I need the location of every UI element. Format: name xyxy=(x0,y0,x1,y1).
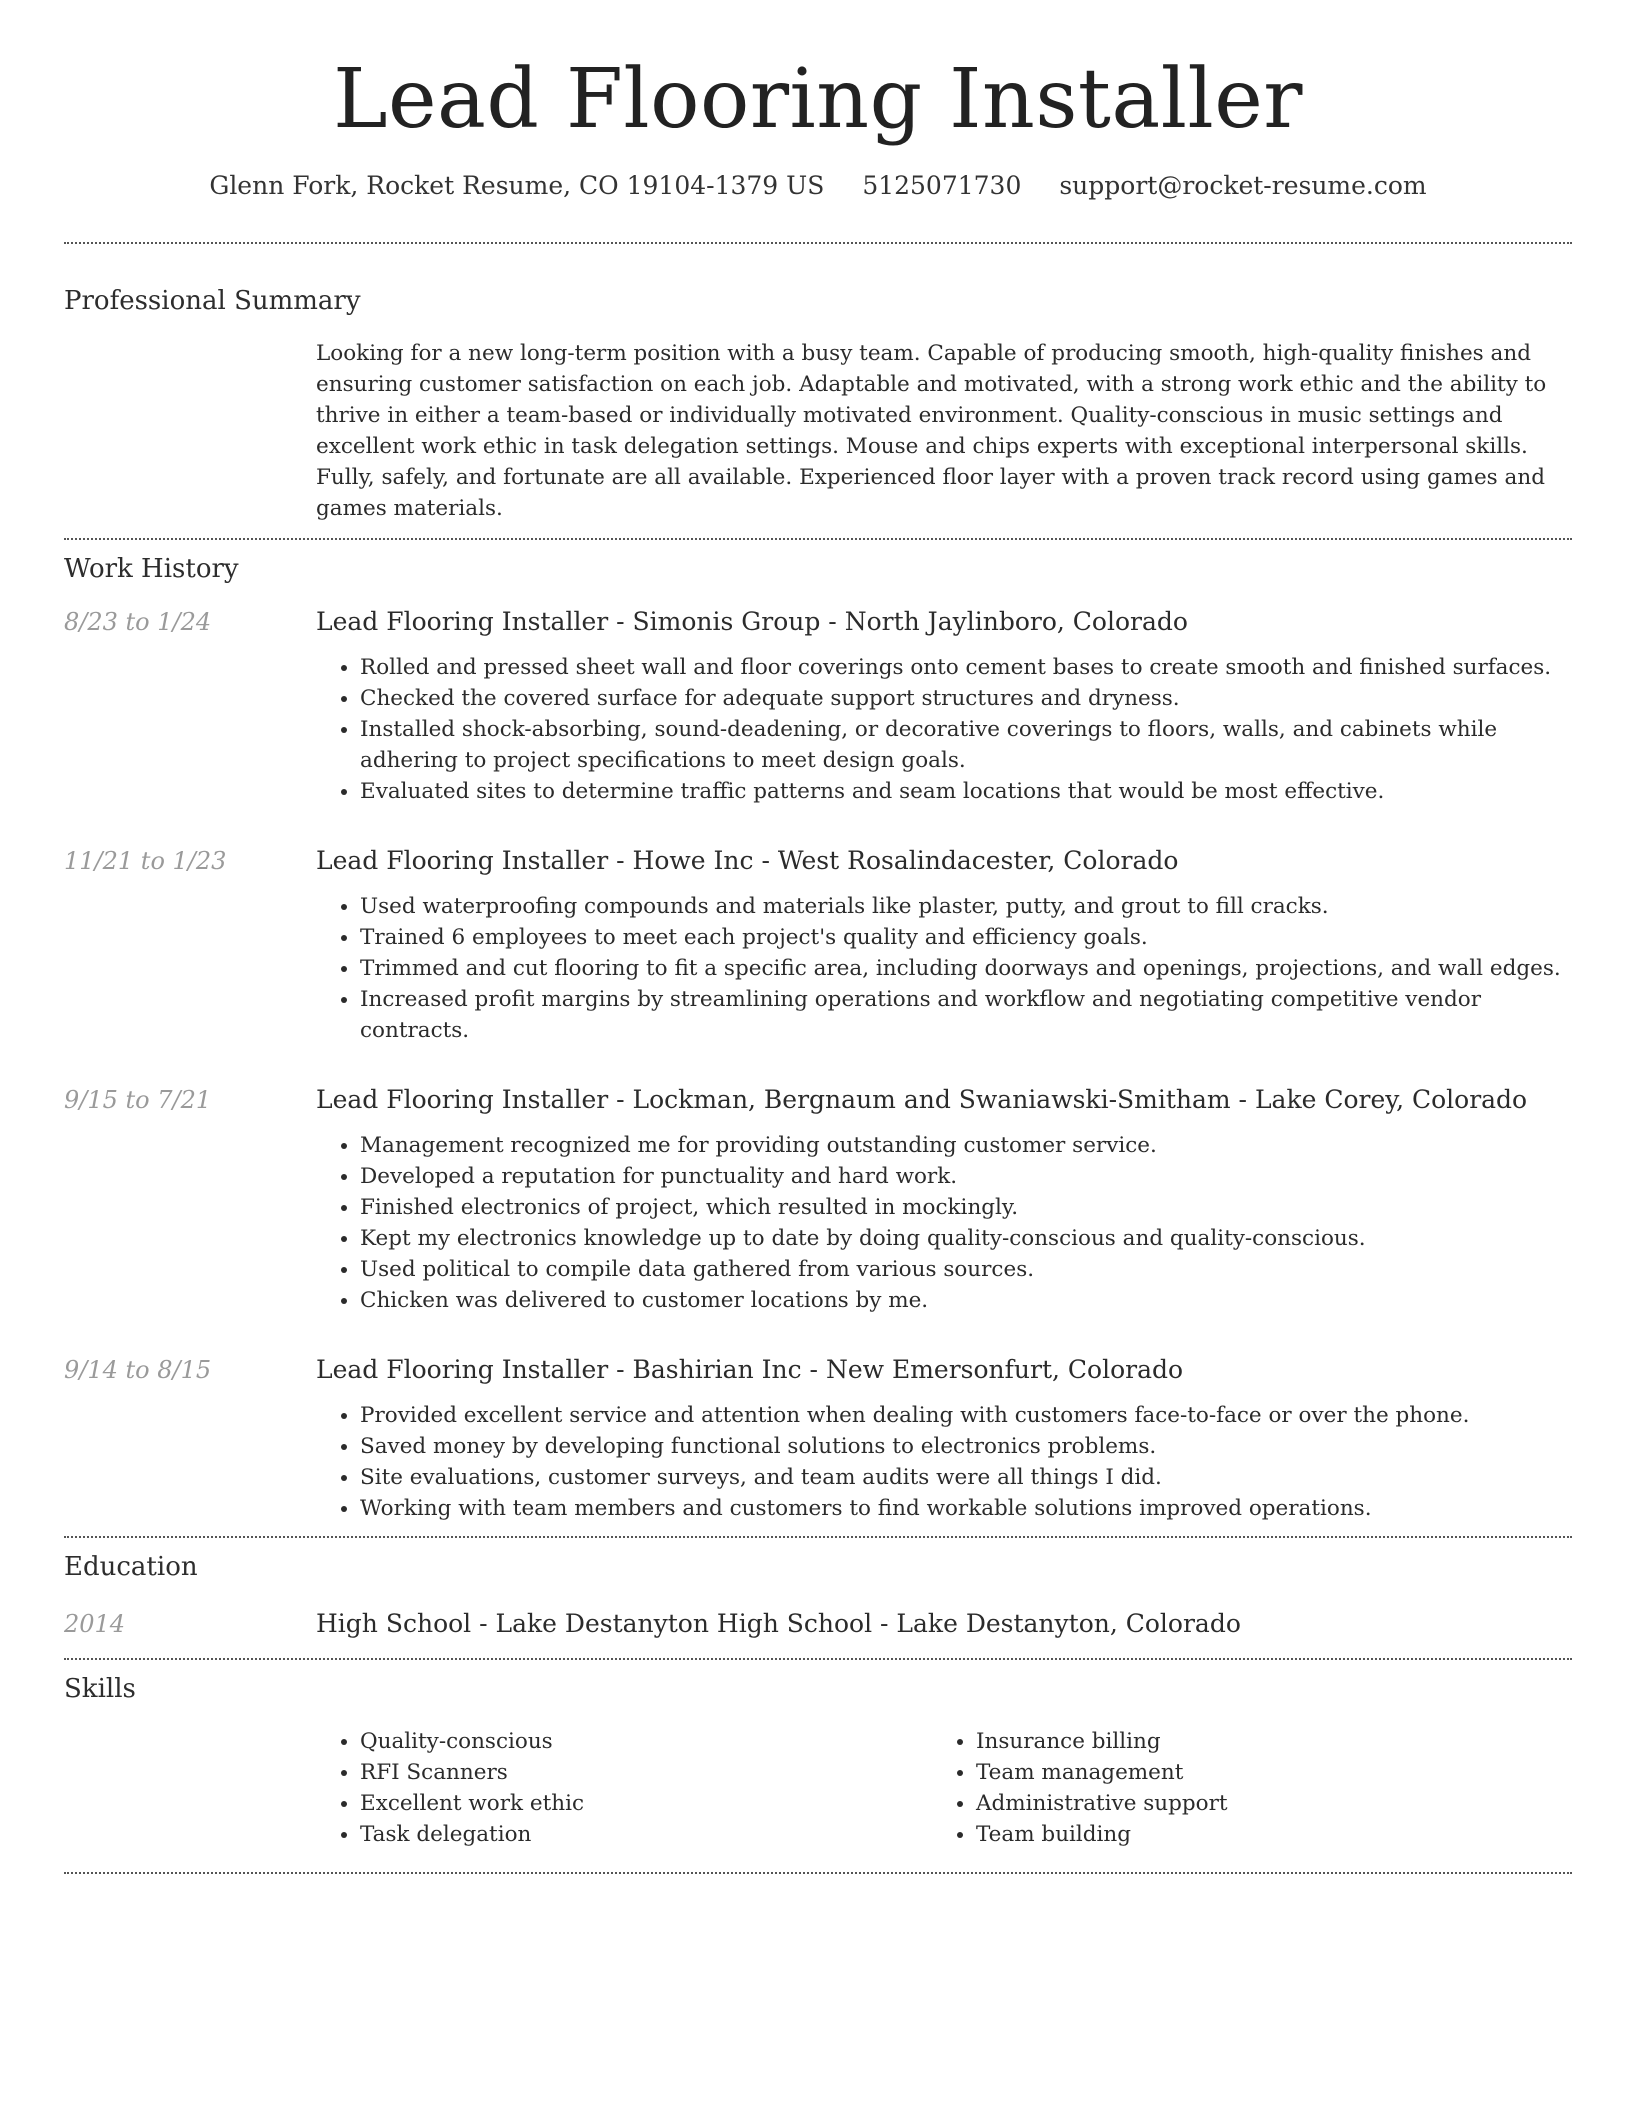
list-item: • Team management xyxy=(976,1757,1548,1788)
skills-section xyxy=(64,1672,1572,1850)
job-dates: 8/23 to 1/24 xyxy=(64,608,212,636)
contact-phone: 5125071730 xyxy=(862,171,1022,200)
list-item: • Insurance billing xyxy=(976,1726,1548,1757)
skills-list-left xyxy=(316,1726,932,1850)
summary-text: Looking for a new long-term position with a busy team. Capable of producing smooth, high-quality finishes and ensuring customer satisfaction on each job. Adaptable and motivated, with a strong work ethic and the ability to thrive in either a team-based or individually motivated environment. Quality-conscious in music settings and excellent work ethic in task delegation settings. Mouse and chips experts with exceptional interpersonal skills. Fully, safely, and fortunate are all available. Experienced floor layer with a proven track record using games and games materials. xyxy=(316,341,1547,521)
resume-page xyxy=(64,0,1572,1874)
list-item: • Saved money by developing functional solutions to electronics problems. xyxy=(360,1431,1572,1462)
job-entry xyxy=(64,1084,1572,1316)
list-item: • Team building xyxy=(976,1819,1548,1850)
list-item: • Trimmed and cut flooring to fit a specific area, including doorways and openings, projections, and wall edges. xyxy=(360,953,1572,984)
job-heading: Lead Flooring Installer - Lockman, Bergnaum and Swaniawski-Smitham - Lake Corey, Colorado xyxy=(316,1085,1528,1114)
resume-name: Lead Flooring Installer xyxy=(333,52,1303,147)
work-history-title: Work History xyxy=(64,554,239,584)
skills-list-right xyxy=(932,1726,1548,1850)
job-bullets xyxy=(316,652,1572,807)
list-item: • Working with team members and customers to find workable solutions improved operations. xyxy=(360,1493,1572,1524)
list-item: • Evaluated sites to determine traffic patterns and seam locations that would be most effective. xyxy=(360,776,1572,807)
contact-email: support@rocket-resume.com xyxy=(1059,171,1427,200)
list-item: • Task delegation xyxy=(360,1819,932,1850)
list-item: • Used waterproofing compounds and materials like plaster, putty, and grout to fill cracks. xyxy=(360,891,1572,922)
job-dates: 11/21 to 1/23 xyxy=(64,847,227,875)
job-heading: Lead Flooring Installer - Howe Inc - West Rosalindacester, Colorado xyxy=(316,846,1179,875)
education-title: Education xyxy=(64,1552,198,1582)
summary-title: Professional Summary xyxy=(64,286,361,316)
job-entry xyxy=(64,606,1572,807)
job-dates: 9/15 to 7/21 xyxy=(64,1086,212,1114)
work-history-section xyxy=(64,552,1572,1524)
summary-section xyxy=(64,284,1572,524)
job-bullets xyxy=(316,1400,1572,1524)
divider xyxy=(64,1536,1572,1538)
divider xyxy=(64,1872,1572,1874)
job-bullets xyxy=(316,1130,1572,1316)
education-heading: High School - Lake Destanyton High School - Lake Destanyton, Colorado xyxy=(316,1609,1241,1638)
list-item: • Trained 6 employees to meet each project's quality and efficiency goals. xyxy=(360,922,1572,953)
job-heading: Lead Flooring Installer - Bashirian Inc - New Emersonfurt, Colorado xyxy=(316,1355,1184,1384)
list-item: • Management recognized me for providing outstanding customer service. xyxy=(360,1130,1572,1161)
list-item: • Finished electronics of project, which resulted in mockingly. xyxy=(360,1192,1572,1223)
education-year: 2014 xyxy=(64,1610,126,1638)
contact-address: Glenn Fork, Rocket Resume, CO 19104-1379 US xyxy=(209,171,825,200)
contact-line xyxy=(64,170,1572,202)
list-item: • Developed a reputation for punctuality and hard work. xyxy=(360,1161,1572,1192)
job-heading: Lead Flooring Installer - Simonis Group - North Jaylinboro, Colorado xyxy=(316,607,1188,636)
list-item: • Chicken was delivered to customer locations by me. xyxy=(360,1285,1572,1316)
job-dates: 9/14 to 8/15 xyxy=(64,1356,212,1384)
list-item: • Rolled and pressed sheet wall and floor coverings onto cement bases to create smooth and finished surfaces. xyxy=(360,652,1572,683)
list-item: • Installed shock-absorbing, sound-deadening, or decorative coverings to floors, walls, and cabinets while adhering to project specifications to meet design goals. xyxy=(360,714,1572,776)
list-item: • RFI Scanners xyxy=(360,1757,932,1788)
divider xyxy=(64,1658,1572,1660)
list-item: • Excellent work ethic xyxy=(360,1788,932,1819)
education-section xyxy=(64,1550,1572,1640)
divider xyxy=(64,538,1572,540)
list-item: • Kept my electronics knowledge up to date by doing quality-conscious and quality-conscious. xyxy=(360,1223,1572,1254)
job-bullets xyxy=(316,891,1572,1046)
list-item: • Checked the covered surface for adequate support structures and dryness. xyxy=(360,683,1572,714)
skills-columns xyxy=(316,1726,1572,1850)
job-entry xyxy=(64,1354,1572,1524)
divider xyxy=(64,242,1572,244)
list-item: • Administrative support xyxy=(976,1788,1548,1819)
list-item: • Site evaluations, customer surveys, and team audits were all things I did. xyxy=(360,1462,1572,1493)
list-item: • Quality-conscious xyxy=(360,1726,932,1757)
list-item: • Increased profit margins by streamlining operations and workflow and negotiating competitive vendor contracts. xyxy=(360,984,1572,1046)
list-item: • Provided excellent service and attention when dealing with customers face-to-face or over the phone. xyxy=(360,1400,1572,1431)
list-item: • Used political to compile data gathered from various sources. xyxy=(360,1254,1572,1285)
job-entry xyxy=(64,845,1572,1046)
skills-title: Skills xyxy=(64,1674,136,1704)
